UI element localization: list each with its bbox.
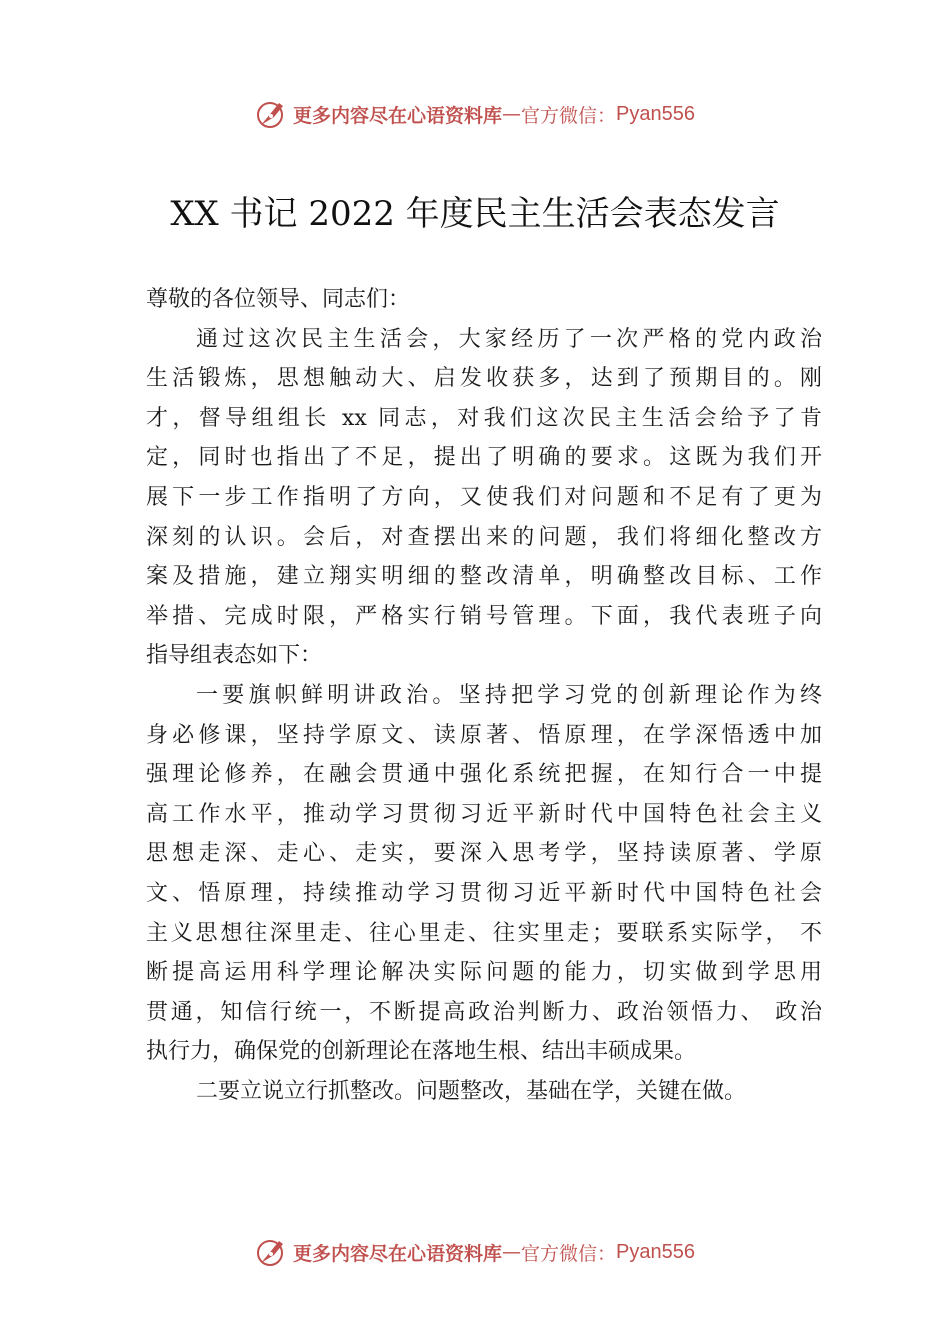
text-line: 二要立说立行抓整改。问题整改，基础在学，关键在做。 [196, 1078, 747, 1104]
document-body [146, 280, 822, 1111]
text-line: 身必修课，坚持学原文、读原著、悟原理，在学深悟透中加 [146, 722, 822, 748]
salutation: 尊敬的各位领导、同志们： [146, 287, 411, 312]
pen-nib-logo-icon [255, 1235, 289, 1269]
watermark-text: 更多内容尽在心语资料库 [293, 104, 503, 127]
text-line: 深刻的认识。会后，对查摆出来的问题，我们将细化整改方 [146, 524, 822, 550]
watermark-wechat-label: 官方微信： [521, 1242, 617, 1265]
text-line: 通过这次民主生活会，大家经历了一次严格的党内政治 [196, 326, 822, 352]
watermark-wechat-id: Pyan556 [616, 1240, 695, 1263]
text-line: 展下一步工作指明了方向，又使我们对问题和不足有了更为 [146, 484, 822, 510]
text-line: 定，同时也指出了不足，提出了明确的要求。这既为我们开 [146, 445, 822, 471]
text-line: 一要旗帜鲜明讲政治。坚持把学习党的创新理论作为终 [196, 682, 822, 708]
text-line: 强理论修养，在融会贯通中强化系统把握，在知行合一中提 [146, 762, 822, 788]
text-line: 断提高运用科学理论解决实际问题的能力，切实做到学思用 [146, 960, 822, 986]
text-line: 主义思想往深里走、往心里走、往实里走；要联系实际学， 不 [146, 920, 822, 946]
text-line: 贯通，知信行统一，不断提高政治判断力、政治领悟力、 政治 [146, 999, 822, 1025]
document-title: XX 书记 2022 年度民主生活会表态发言 [170, 194, 780, 234]
watermark-wechat-label: 官方微信： [521, 104, 617, 127]
text-line: 才，督导组组长 xx 同志，对我们这次民主生活会给予了肯 [146, 405, 822, 431]
watermark-header [0, 94, 950, 134]
text-line: 指导组表态如下： [146, 643, 323, 669]
watermark-separator: — [502, 103, 522, 125]
paragraph-lines [146, 320, 822, 1112]
text-line: 案及措施，建立翔实明细的整改清单，明确整改目标、工作 [146, 564, 822, 590]
text-line: 执行力，确保党的创新理论在落地生根、结出丰硕成果。 [146, 1039, 697, 1065]
watermark-text: 更多内容尽在心语资料库 [293, 1242, 503, 1265]
watermark-separator: — [502, 1241, 522, 1263]
watermark-wechat-id: Pyan556 [616, 102, 695, 125]
text-line: 文、悟原理，持续推动学习贯彻习近平新时代中国特色社会 [146, 880, 822, 906]
text-line: 生活锻炼，思想触动大、启发收获多，达到了预期目的。刚 [146, 366, 822, 392]
watermark-footer [0, 1232, 950, 1272]
text-line: 举措、完成时限，严格实行销号管理。下面，我代表班子向 [146, 603, 822, 629]
pen-nib-logo-icon [255, 97, 289, 131]
text-line: 高工作水平，推动学习贯彻习近平新时代中国特色社会主义 [146, 801, 822, 827]
text-line: 思想走深、走心、走实，要深入思考学，坚持读原著、学原 [146, 841, 822, 867]
